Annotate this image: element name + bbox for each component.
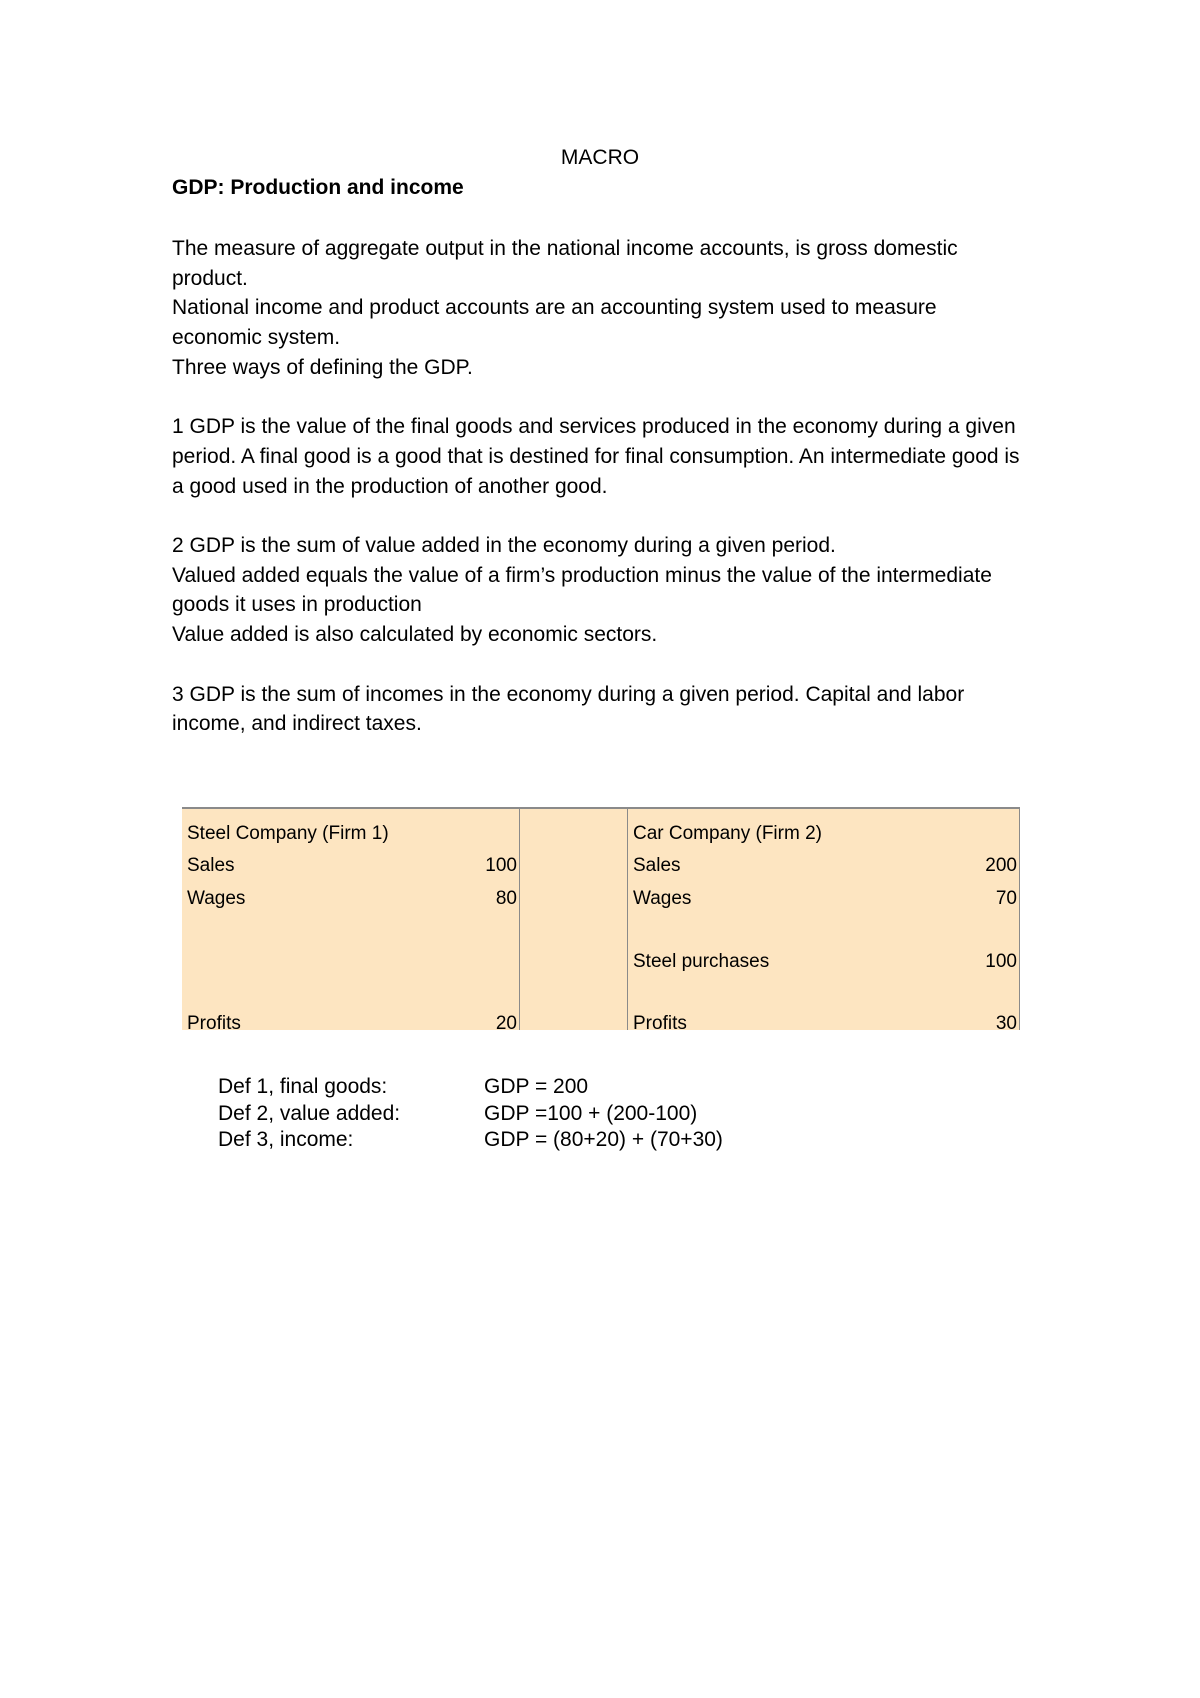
paragraph-definition-2: 2 GDP is the sum of value added in the economy during a given period. (172, 534, 836, 557)
firm-2-sales-label: Sales (633, 855, 681, 876)
firm-1-profits-value: 20 (495, 1013, 517, 1034)
paragraph-gdp-measure: The measure of aggregate output in the national income accounts, is gross domestic product. (172, 237, 958, 290)
paragraph-value-added: Valued added equals the value of a firm’s production minus the value of the intermediate goods it uses in production (172, 563, 992, 617)
definition-formula: GDP = 200 (484, 1075, 589, 1098)
firm-2-steel-value: 100 (985, 951, 1017, 972)
paragraph-definition-3: 3 GDP is the sum of incomes in the economy during a given period. Capital and labor income, and indirect taxes. (172, 682, 965, 736)
body-text (172, 234, 1032, 739)
definition-label: Def 3, income: (218, 1128, 354, 1151)
firm-1-name: Steel Company (Firm 1) (187, 823, 389, 844)
firm-1-sales-label: Sales (187, 855, 235, 876)
firm-2-wages-value: 70 (995, 888, 1017, 909)
firm-2-name: Car Company (Firm 2) (633, 823, 822, 844)
firm-2-profits-label: Profits (633, 1013, 687, 1034)
paragraph-sectors: Value added is also calculated by economic sectors. (172, 623, 658, 647)
definition-label: Def 1, final goods: (218, 1075, 388, 1098)
firm-2-steel-label: Steel purchases (633, 951, 770, 972)
paragraph-national-accounts: National income and product accounts are an accounting system used to measure economic system. (172, 296, 937, 350)
paragraph-gap (172, 383, 1032, 413)
paragraph-definition-1: 1 GDP is the value of the final goods and services produced in the economy during a given period. A final good is a good that is destined for final consumption. An intermediate good is a good used in the production of another good. (172, 415, 1020, 498)
firm-table (182, 807, 1020, 1034)
firm-2-column (627, 809, 1020, 1034)
firm-1-sales-value: 100 (485, 855, 517, 876)
paragraph-three-ways: Three ways of defining the GDP. (172, 355, 473, 379)
definition-label: Def 2, value added: (218, 1101, 401, 1125)
firm-2-profits-value: 30 (995, 1013, 1017, 1034)
section-heading: GDP: Production and income (172, 176, 464, 199)
firm-1-wages-label: Wages (187, 888, 246, 909)
paragraph-gap (172, 501, 1032, 531)
firm-1-column (182, 809, 520, 1034)
firm-2-sales-value: 200 (985, 855, 1017, 876)
firm-2-wages-label: Wages (633, 888, 692, 909)
definition-formula: GDP =100 + (200-100) (484, 1101, 698, 1125)
page-title: MACRO (560, 146, 640, 169)
definition-formula: GDP = (80+20) + (70+30) (484, 1128, 723, 1151)
firm-1-profits-label: Profits (187, 1013, 241, 1034)
firm-1-wages-value: 80 (495, 888, 517, 909)
paragraph-gap (172, 650, 1032, 680)
